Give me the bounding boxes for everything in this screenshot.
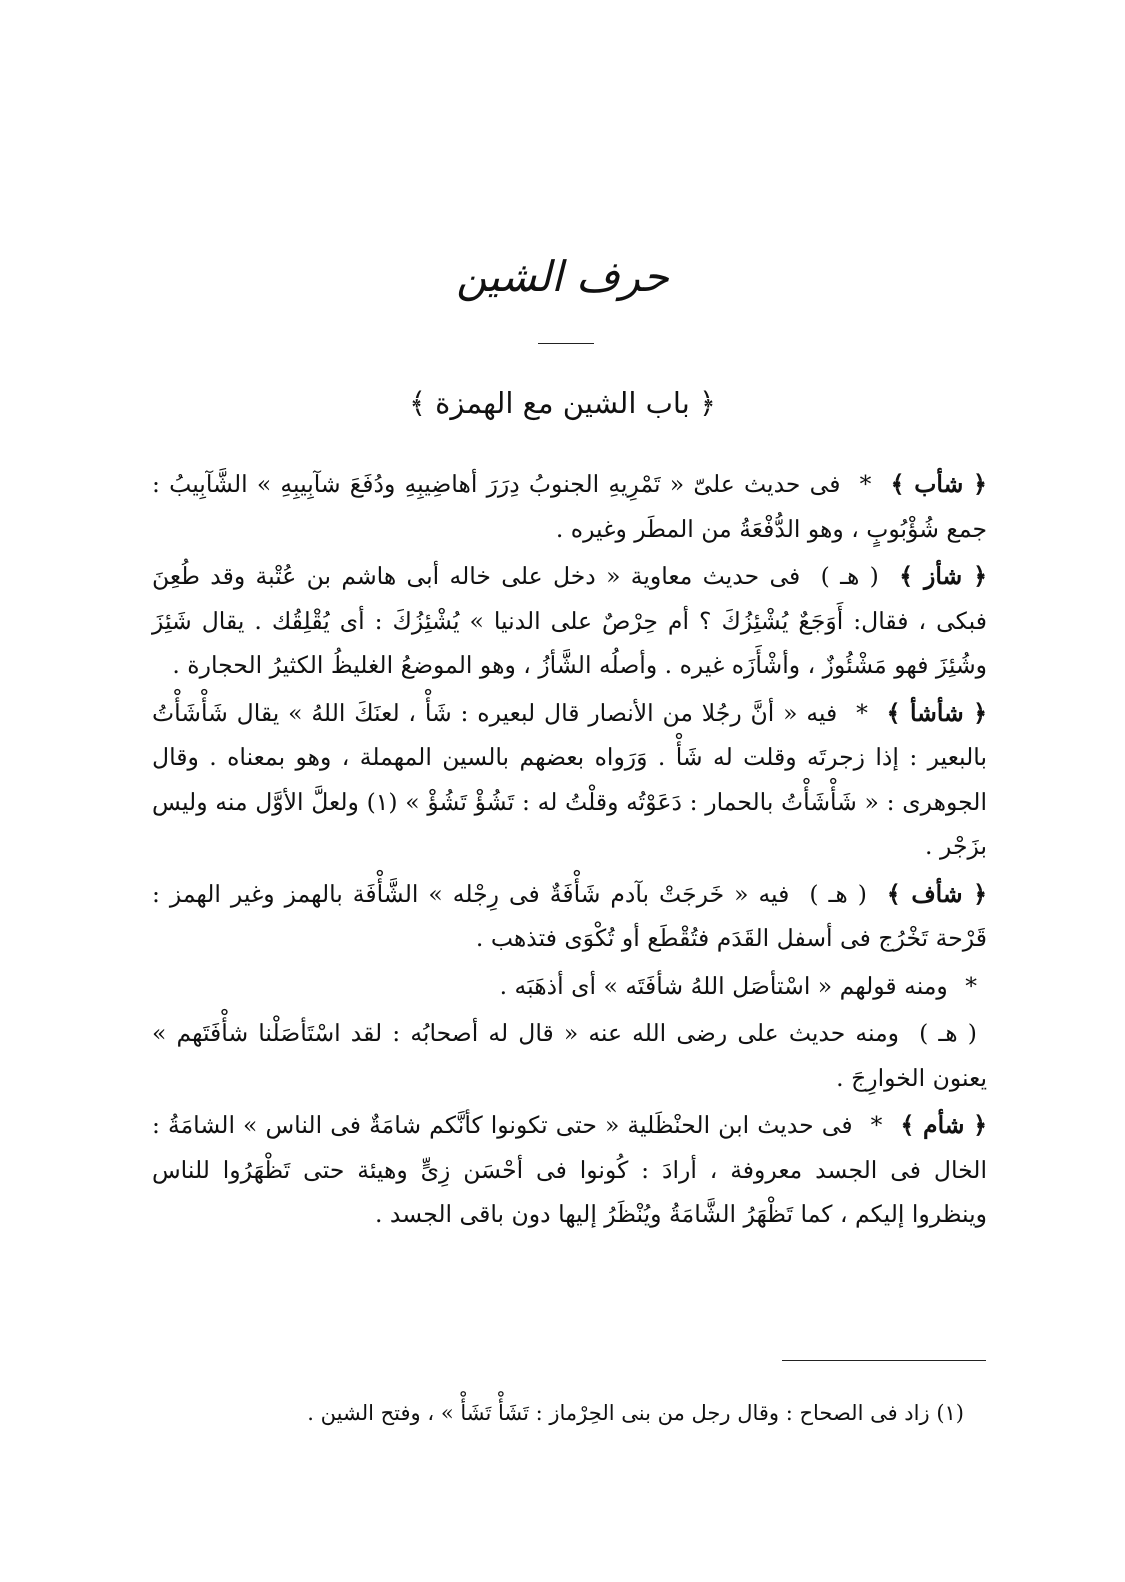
section-title: حرف الشين <box>456 252 669 301</box>
entry-marker: * <box>870 1111 883 1139</box>
entry-shaf-sub-1 <box>152 964 987 1009</box>
footnote: (١) زاد فى الصحاح : وقال رجل من بنى الحِرْماز : تَشَأْ تَشَأْ » ، وفتح الشين . <box>307 1401 964 1425</box>
entry-marker: ( هـ ) <box>820 562 879 590</box>
entry-text: ومنه قولهم « اسْتأصَل اللهُ شأفَتَه » أى أذهَبَه . <box>499 971 948 1000</box>
entry-shab <box>152 462 987 551</box>
entry-text: ومنه حديث على رضى الله عنه « قال له أصحابُه : لقد اسْتَأصَلْنا شأْفَتَهم » يعنون الخوارِجَ . <box>152 1019 987 1092</box>
entry-shaz <box>152 554 987 688</box>
entry-text: فى حديث علىّ « تَمْرِيهِ الجنوبُ دِرَرَ أهاضِيبِهِ ودُفَعَ شآبِيبِهِ » الشَّآبِيبُ : جمع شُؤْبُوبٍ ، وهو الدُّفْعَةُ من المطَر وغيره . <box>152 470 987 543</box>
entry-sham <box>152 1103 987 1237</box>
footnote-divider <box>782 1360 986 1361</box>
entry-text: فيه « خَرجَتْ بآدم شَأْفَةٌ فى رِجْله » الشَّأْفَة بالهمز وغير الهمز : قَرْحة تَخْرُج فى أسفل القَدَم فتُقْطَع أو تُكْوَى فتذهب . <box>152 879 987 952</box>
entry-text: فى حديث معاوية « دخل على خاله أبى هاشم بن عُتْبة وقد طُعِنَ فبكى ، فقال: أَوَجَعٌ يُشْئِزُكَ ؟ أم حِرْصٌ على الدنيا » يُشْئِزُكَ : أى يُقْلِقُك . يقال شَئِزَ وشُئِزَ فهو مَشْئُوزٌ ، وأشْأَزَه غيره . وأصلُه الشَّأزُ ، وهو الموضعُ الغليظُ الكثيرُ الحجارة . <box>152 562 987 679</box>
entry-text: فى حديث ابن الحنْظَلية « حتى تكونوا كأنَّكم شامَةٌ فى الناس » الشامَةُ : الخال فى الجسد معروفة ، أرادَ : كُونوا فى أحْسَن زِىٍّ وهيئة حتى تَظْهَرُوا للناس وينظروا إليكم ، كما تَظْهَرُ الشَّامَةُ ويُنْظَرُ إليها دون باقى الجسد . <box>152 1111 987 1228</box>
entry-marker: * <box>859 470 872 498</box>
entry-headword: ﴿ شأشأ ﴾ <box>886 698 987 727</box>
entry-marker: * <box>856 698 868 727</box>
title-divider <box>538 343 594 344</box>
entry-marker: ( هـ ) <box>809 879 867 908</box>
entry-headword: ﴿ شأم ﴾ <box>900 1111 987 1139</box>
entry-headword: ﴿ شأف ﴾ <box>886 879 987 908</box>
entry-headword: ﴿ شأز ﴾ <box>899 562 987 590</box>
entry-marker: * <box>965 971 977 1000</box>
body-text <box>152 462 987 1237</box>
entry-text: فيه « أنَّ رجُلا من الأنصار قال لبعيره : شَأْ ، لعنَكَ اللهُ » يقال شَأْشَأْتُ بالبعير : إذا زجرتَه وقلت له شَأْ . وَرَواه بعضهم بالسين المهملة ، وهو بمعناه . وقال الجوهرى : « شَأْشَأْتُ بالحمار : دَعَوْتُه وقلْتُ له : تَشُؤْ تَشُؤْ » (١) ولعلَّ الأوَّل منه وليس بزَجْر . <box>152 698 987 860</box>
entry-shaf <box>152 872 987 961</box>
entry-shaf-sub-2 <box>152 1011 987 1100</box>
entry-headword: ﴿ شأب ﴾ <box>890 470 987 498</box>
entry-marker: ( هـ ) <box>919 1019 977 1047</box>
chapter-heading: ﴿ باب الشين مع الهمزة ﴾ <box>408 386 717 420</box>
entry-shashaa <box>152 691 987 869</box>
